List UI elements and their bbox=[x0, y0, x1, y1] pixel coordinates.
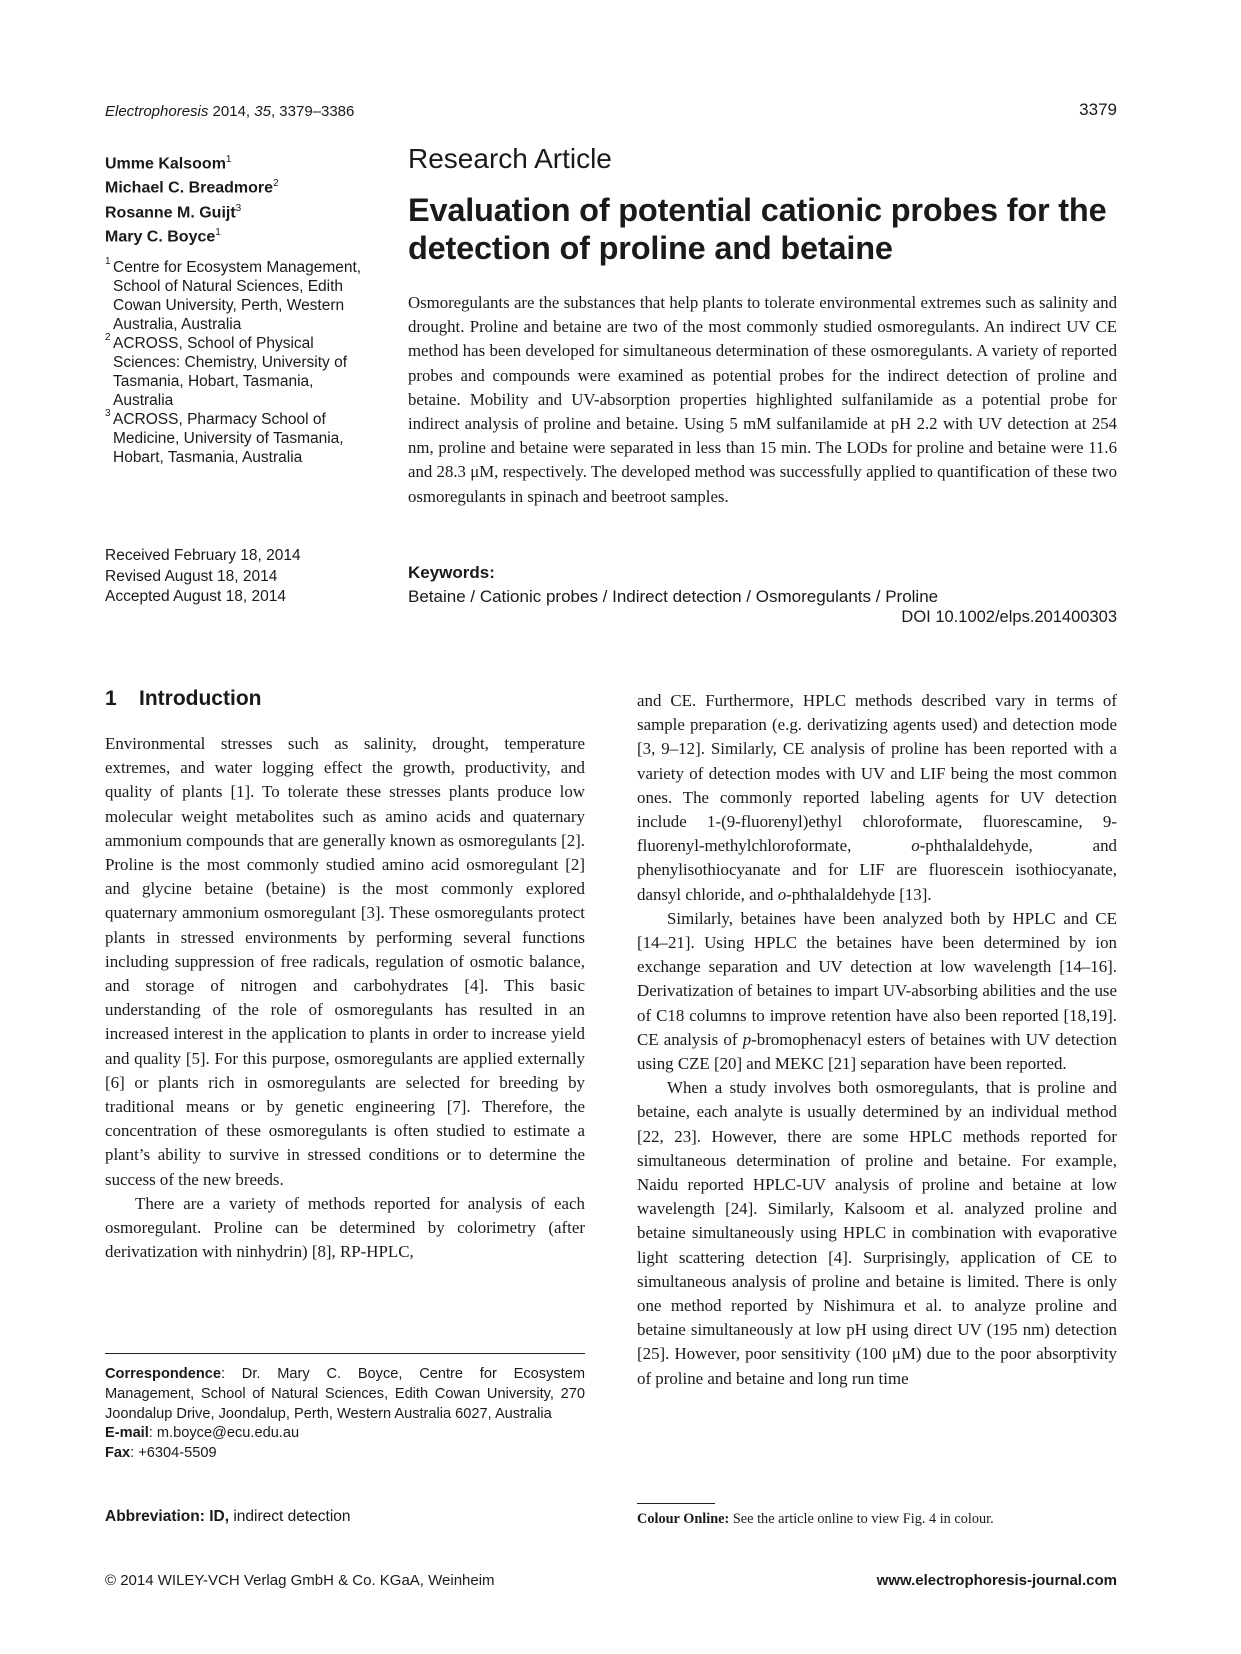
keywords-label: Keywords: bbox=[408, 563, 495, 582]
correspondence-address: Correspondence: Dr. Mary C. Boyce, Centre for Ecosystem Management, School of Natural Sciences, Edith Cowan University, 270 Joondalup Drive, Joondalup, Perth, Western Australia 6027, Australia bbox=[105, 1366, 585, 1422]
page-number: 3379 bbox=[1079, 100, 1117, 119]
date-received: Received February 18, 2014 bbox=[105, 547, 301, 564]
copyright: © 2014 WILEY-VCH Verlag GmbH & Co. KGaA, Weinheim bbox=[105, 1572, 495, 1589]
abbreviation-note: Abbreviation: ID, indirect detection bbox=[105, 1508, 351, 1525]
keywords: Betaine / Cationic probes / Indirect detection / Osmoregulants / Proline bbox=[408, 587, 939, 606]
affiliation: 3 ACROSS, Pharmacy School of Medicine, University of Tasmania, Hobart, Tasmania, Australia bbox=[105, 408, 344, 466]
footnote-divider bbox=[105, 1353, 585, 1354]
doi[interactable]: DOI 10.1002/elps.201400303 bbox=[901, 608, 1117, 626]
citation-pages: , 3379–3386 bbox=[270, 103, 355, 120]
body-paragraph: There are a variety of methods reported for analysis of each osmoregulant. Proline can be determined by colorimetry (after derivatization with ninhydrin) [8], RP-HPLC, bbox=[105, 1193, 585, 1262]
correspondence-email[interactable]: E-mail: m.boyce@ecu.edu.au bbox=[105, 1425, 300, 1442]
author-name: Mary C. Boyce$^1$ bbox=[105, 226, 221, 246]
affiliation: 2 ACROSS, School of Physical Sciences: Chemistry, University of Tasmania, Hobart, Tasmania, Australia bbox=[105, 332, 347, 409]
body-paragraph: and CE. Furthermore, HPLC methods described vary in terms of sample preparation (e.g. derivatizing agents used) and detection mode [3, 9–12]. Similarly, CE analysis of proline has been reported with a variety of detection modes with UV and LIF being the most common ones. The commonly reported labeling agents for UV detection include 1-(9-fluorenyl)ethyl chloroformate, fluorescamine, 9-fluorenyl-methylchloroformate, o-phthalaldehyde, and phenylisothiocyanate and for LIF are fluorescein isothiocyanate, dansyl chloride, and o-phthalaldehyde [13]. bbox=[637, 691, 1117, 904]
citation-volume: 35 bbox=[254, 103, 271, 120]
author-name: Michael C. Breadmore$^2$ bbox=[105, 178, 279, 197]
colour-online-note: Colour Online: See the article online to view Fig. 4 in colour. bbox=[637, 1511, 994, 1527]
date-revised: Revised August 18, 2014 bbox=[105, 567, 278, 585]
colour-note-divider bbox=[637, 1503, 715, 1504]
body-paragraph: Environmental stresses such as salinity, drought, temperature extremes, and water logging effect the growth, productivity, and quality of plants [1]. To tolerate these stresses plants produce low molecular weight metabolites such as amino acids and quaternary ammonium compounds that are generally known as osmoregulants [2]. Proline is the most commonly studied amino acid osmoregulant [2] and glycine betaine (betaine) is the most commonly explored quaternary ammonium osmoregulant [3]. These osmoregulants protect plants in stressed environments by performing several functions including suppression of free radicals, regulation of osmotic balance, and storage of nitrogen and carbohydrates [4]. This basic understanding of the role of osmoregulants has resulted in an increased interest in the application to plants in order to increase yield and quality [5]. For this purpose, osmoregulants are applied externally [6] or plants rich in osmoregulants are selected for breeding by traditional means or by genetic engineering [7]. Therefore, the concentration of these osmoregulants is often studied to estimate a plant’s ability to survive in stressed conditions or to determine the success of the new breeds. bbox=[105, 734, 585, 1189]
affiliation-list bbox=[105, 258, 377, 467]
section-title: Introduction bbox=[139, 687, 262, 710]
article-dates bbox=[105, 546, 405, 608]
citation-year: 2014, bbox=[208, 103, 255, 120]
body-column-left bbox=[105, 732, 585, 1264]
affiliation: 1 Centre for Ecosystem Management, School of Natural Sciences, Edith Cowan University, Perth, Western Australia, Australia bbox=[105, 256, 362, 333]
author-list bbox=[105, 150, 395, 247]
abstract: Osmoregulants are the substances that help plants to tolerate environmental extremes such as salinity and drought. Proline and betaine are two of the most commonly studied osmoregulants. An indirect UV CE method has been developed for simultaneous determination of these osmoregulants. A variety of reported probes and compounds were examined as potential probes for the indirect detection of proline and betaine. Mobility and UV-absorption properties highlighted sulfanilamide as a potential probe for indirect analysis of proline and betaine. Using 5 mM sulfanilamide at pH 2.2 with UV detection at 254 nm, proline and betaine were separated in less than 15 min. The LODs for proline and betaine were 11.6 and 28.3 μM, respectively. The developed method was successfully applied to quantification of these two osmoregulants in spinach and beetroot samples. bbox=[408, 293, 1117, 506]
section-heading bbox=[105, 687, 261, 711]
author-name: Rosanne M. Guijt$^3$ bbox=[105, 202, 242, 221]
section-number: 1 bbox=[105, 687, 117, 710]
date-accepted: Accepted August 18, 2014 bbox=[105, 588, 286, 605]
author-name: Umme Kalsoom$^1$ bbox=[105, 154, 232, 173]
body-paragraph: Similarly, betaines have been analyzed both by HPLC and CE [14–21]. Using HPLC the betaines have been determined by ion exchange separation and UV detection at low wavelength [14–16]. Derivatization of betaines to impart UV-absorbing abilities and the use of C18 columns to improve retention have also been reported [18,19]. CE analysis of p-bromophenacyl esters of betaines with UV detection using CZE [20] and MEKC [21] separation have been reported. bbox=[637, 908, 1117, 1074]
correspondence-fax: Fax: +6304-5509 bbox=[105, 1445, 217, 1462]
journal-url[interactable]: www.electrophoresis-journal.com bbox=[876, 1572, 1117, 1589]
correspondence-block bbox=[105, 1365, 585, 1464]
article-title: Evaluation of potential cationic probes for the detection of proline and betaine bbox=[408, 192, 1107, 266]
article-type: Research Article bbox=[408, 143, 612, 174]
body-paragraph: When a study involves both osmoregulants, that is proline and betaine, each analyte is usually determined by an individual method [22, 23]. However, there are some HPLC methods reported for simultaneous determination of proline and betaine. For example, Naidu reported HPLC-UV analysis of proline and betaine at low wavelength [24]. Similarly, Kalsoom et al. analyzed proline and betaine simultaneously using HPLC in combination with evaporative light scattering detection [4]. Surprisingly, application of CE to simultaneous analysis of proline and betaine is limited. There is only one method reported by Nishimura et al. to analyze proline and betaine simultaneously at low pH using direct UV (195 nm) detection [25]. However, poor sensitivity (100 μM) due to the poor absorptivity of proline and betaine and long run time bbox=[637, 1078, 1117, 1388]
journal-name: Electrophoresis bbox=[105, 103, 209, 120]
body-column-right bbox=[637, 689, 1117, 1391]
running-head bbox=[105, 103, 354, 120]
